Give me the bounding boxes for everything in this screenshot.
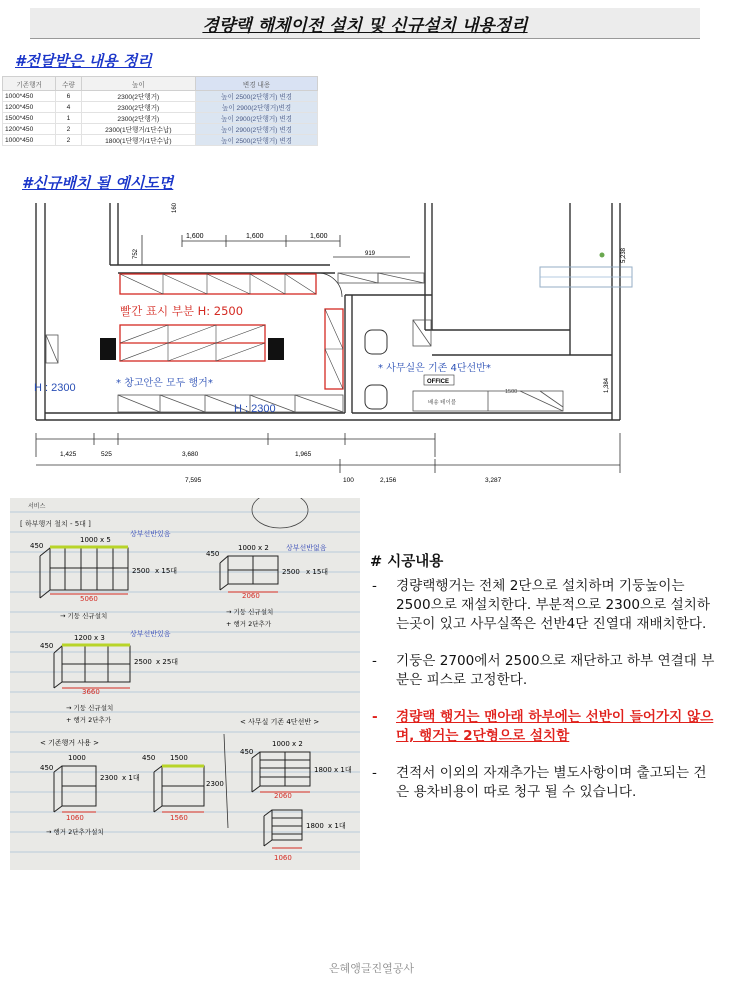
sketch-d-sub: → 행거 2단추가설치 <box>46 828 104 836</box>
section-heading-received: #전달받은 내용 정리 <box>15 52 152 70</box>
office-note: * 사무실은 기존 4단선반* <box>378 363 491 374</box>
table-cell: 4 <box>56 102 81 113</box>
sketch-e-len: 2060 <box>274 792 292 800</box>
sketch-e-head: < 사무실 기존 4단선반 > <box>240 718 320 726</box>
title-banner <box>30 8 700 39</box>
sketch-e-qty: x 1대 <box>334 766 352 774</box>
bottom-dim: 525 <box>101 451 112 458</box>
sketch-c-note: 상부선반있음 <box>130 630 171 638</box>
construction-notes <box>370 550 715 820</box>
sketch-header: [ 하부행거 철치 - 5대 ] <box>20 520 91 528</box>
dim-1600-c: 1,600 <box>310 233 328 240</box>
table-cell: 2 <box>56 124 81 135</box>
table-cell: 2300(2단행거) <box>81 102 196 113</box>
height-bottom: H : 2300 <box>234 403 276 415</box>
section-heading-plan: #신규배치 될 예시도면 <box>22 174 174 192</box>
sketch-c-sub1: → 기둥 신규설치 <box>66 704 114 712</box>
total-dim: 7,595 <box>185 477 202 484</box>
sketch-a-width: 1000 x 5 <box>80 536 111 544</box>
table-cell: 6 <box>56 91 81 102</box>
sketch-d2-450: 450 <box>142 754 156 762</box>
total-dim: 3,287 <box>485 477 502 484</box>
dim-1600-b: 1,600 <box>246 233 264 240</box>
table-row <box>3 135 318 146</box>
table-cell: 1000*450 <box>3 91 56 102</box>
table-header: 수량 <box>56 77 81 91</box>
sketch-a-height: 2500 <box>132 567 150 575</box>
dim-160: 160 <box>172 202 178 213</box>
note-item: - 경량랙행거는 전체 2단으로 설치하며 기둥높이는 2500으로 재설치한다. 부분적으로 2300으로 설치하는곳이 있고 사무실쪽은 선반4단 진열대 재배치한다. <box>370 577 715 634</box>
sketch-a-qty: x 15대 <box>155 567 178 575</box>
note-item: - 견적서 이외의 자재추가는 별도사항이며 출고되는 건은 용차비용이 따로 청구 될 수 있습니다. <box>370 764 715 802</box>
table-cell: 1200*450 <box>3 102 56 113</box>
table-cell: 높이 2900(2단행거) 변경 <box>196 113 318 124</box>
sketch-b-width: 1000 x 2 <box>238 544 269 552</box>
table-cell: 1 <box>56 113 81 124</box>
total-dim: 2,156 <box>380 477 397 484</box>
sketch-d2-width: 1500 <box>170 754 188 762</box>
bottom-dim: 3,680 <box>182 451 199 458</box>
table-cell: 1200*450 <box>3 124 56 135</box>
table-header: 높이 <box>81 77 196 91</box>
storage-note: * 창고안은 모두 행거* <box>116 378 213 389</box>
dim-919: 919 <box>365 251 376 257</box>
table-header-row <box>3 77 318 91</box>
note-item-warning: - 경량랙 행거는 맨아래 하부에는 선반이 들어가지 않으며, 행거는 2단형으로 설치함 <box>370 708 715 746</box>
sketch-b-height: 2500 <box>282 568 300 576</box>
table-row <box>3 113 318 124</box>
sketch-c-len: 3660 <box>82 688 100 696</box>
table-cell: 높이 2500(2단행거) 변경 <box>196 91 318 102</box>
sketch-b-sub1: → 기둥 신규설치 <box>226 608 274 616</box>
dim-5238: 5,238 <box>621 247 627 263</box>
footer-company: 은혜앵글진열공사 <box>328 962 414 975</box>
sketch-d2-len: 1560 <box>170 814 188 822</box>
sketch-a-sub: → 기둥 신규설치 <box>60 612 108 620</box>
table-cell: 2 <box>56 135 81 146</box>
sketch-b-sub2: + 행거 2단추가 <box>226 620 272 628</box>
table-row <box>3 124 318 135</box>
sketch-f-qty: x 1대 <box>328 822 346 830</box>
sketch-a-len: 5060 <box>80 595 98 603</box>
dim-752: 752 <box>133 248 139 259</box>
sketch-b-450: 450 <box>206 550 220 558</box>
table-label: 배송 테이블 <box>428 400 457 406</box>
dim-1500: 1500 <box>505 389 518 395</box>
table-cell: 2300(2단행거) <box>81 113 196 124</box>
bottom-dim: 1,965 <box>295 451 312 458</box>
table-cell: 2300(2단행거) <box>81 91 196 102</box>
spec-table <box>2 76 318 146</box>
table-cell: 1800(1단행거/1단수납) <box>81 135 196 146</box>
red-label: 빨간 표시 부분 H: 2500 <box>120 304 244 318</box>
table-row <box>3 102 318 113</box>
table-cell: 1000*450 <box>3 135 56 146</box>
sketch-d1-len: 1060 <box>66 814 84 822</box>
table-row <box>3 91 318 102</box>
note-item: - 기둥은 2700에서 2500으로 재단하고 하부 연결대 부분은 피스로 고정한다. <box>370 652 715 690</box>
sketch-c-width: 1200 x 3 <box>74 634 105 642</box>
sketch-c-height: 2500 <box>134 658 152 666</box>
sketch-d-head: < 기존행거 사용 > <box>40 739 99 747</box>
total-dim: 100 <box>343 477 354 484</box>
page-title: 경량랙 해체이전 설치 및 신규설치 내용정리 <box>202 15 528 36</box>
sketch-d1-450: 450 <box>40 764 54 772</box>
height-left: H : 2300 <box>34 382 76 394</box>
sketch-b-len: 2060 <box>242 592 260 600</box>
office-label: OFFICE <box>427 379 449 385</box>
table-cell: 높이 2500(2단행거) 변경 <box>196 135 318 146</box>
sketch-d1-qty: x 1대 <box>122 774 140 782</box>
sketch-b-note: 상부선반없음 <box>286 544 327 552</box>
sketch-b-qty: x 15대 <box>306 568 329 576</box>
notes-list <box>370 577 715 802</box>
sketch-a-note: 상부선반있음 <box>130 530 171 538</box>
dim-1600-a: 1,600 <box>186 233 204 240</box>
sketch-c-450: 450 <box>40 642 54 650</box>
table-cell: 1500*450 <box>3 113 56 124</box>
sketch-top-small: 서비스 <box>28 503 46 510</box>
table-cell: 높이 2900(2단행거) 변경 <box>196 124 318 135</box>
sketch-e-450: 450 <box>240 748 254 756</box>
dim-1384: 1,384 <box>604 377 610 393</box>
floor-plan <box>0 195 743 495</box>
notes-heading: # 시공내용 <box>370 554 444 570</box>
sketch-c-qty: x 25대 <box>156 658 179 666</box>
table-header: 기존행거 <box>3 77 56 91</box>
sketch-d1-height: 2300 <box>100 774 118 782</box>
table-cell: 2300(1단행거/1단수납) <box>81 124 196 135</box>
sketch-d2-height: 2300 <box>206 780 224 788</box>
table-header: 변경 내용 <box>196 77 318 91</box>
sketch-f-len: 1060 <box>274 854 292 862</box>
bottom-dim: 1,425 <box>60 451 77 458</box>
sketch-a-450: 450 <box>30 542 44 550</box>
sketch-photo <box>10 498 360 870</box>
sketch-c-sub2: + 행거 2단추가 <box>66 716 112 724</box>
sketch-e-height: 1800 <box>314 766 332 774</box>
table-cell: 높이 2900(2단행거)변경 <box>196 102 318 113</box>
sketch-d1-width: 1000 <box>68 754 86 762</box>
sketch-f-height: 1800 <box>306 822 324 830</box>
sketch-e-width: 1000 x 2 <box>272 740 303 748</box>
